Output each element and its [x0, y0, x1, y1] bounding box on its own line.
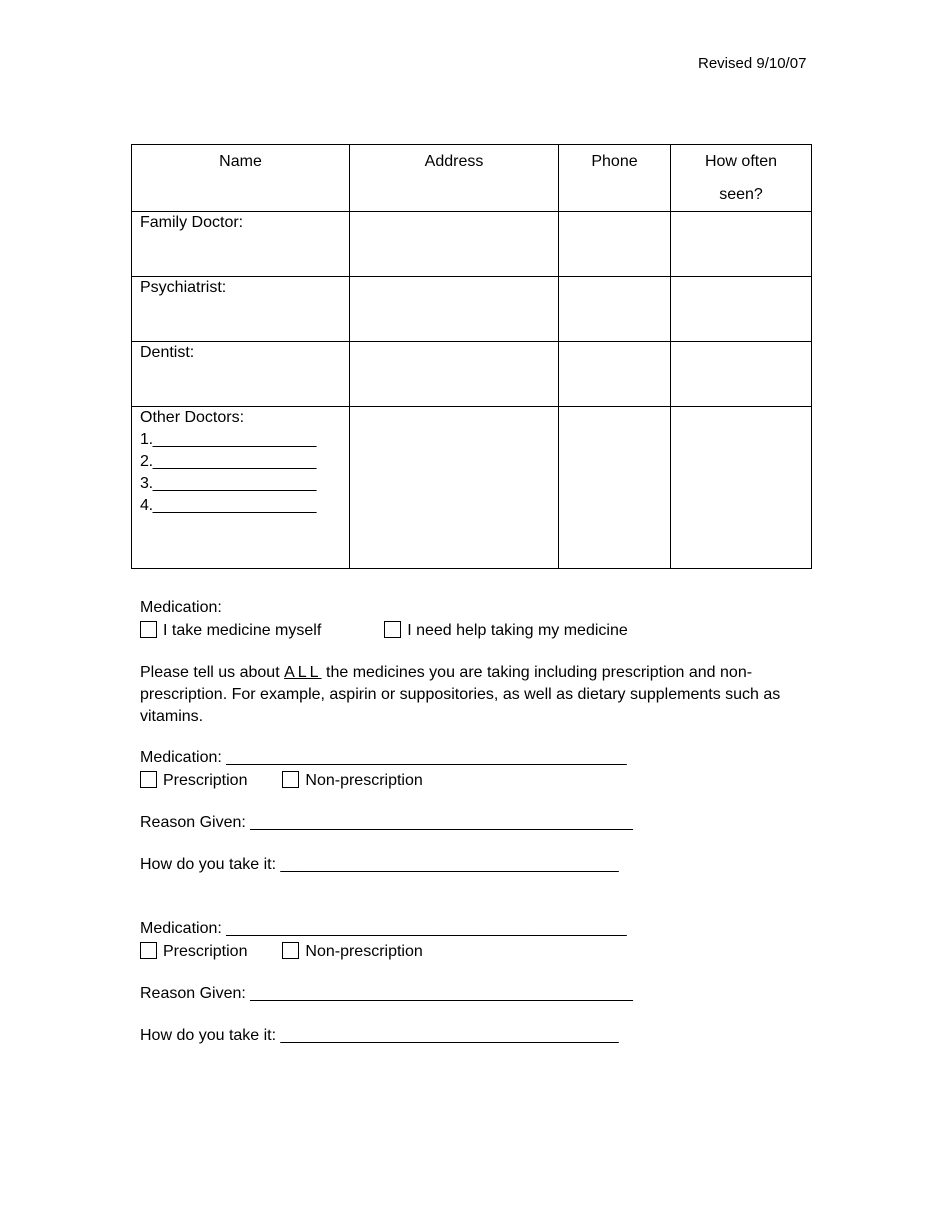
revised-date: Revised 9/10/07	[698, 55, 807, 72]
instructions-text-start: Please tell us about	[140, 664, 285, 681]
psychiatrist-cell[interactable]	[132, 277, 350, 342]
instructions-paragraph	[140, 662, 800, 728]
table-row	[132, 342, 812, 407]
medication-1-line[interactable]: Medication: _____________________________________________	[140, 749, 627, 766]
table-row	[132, 277, 812, 342]
dentist-frequency-cell[interactable]	[671, 342, 812, 407]
family-doctor-phone-cell[interactable]	[559, 212, 671, 277]
medication-1-how[interactable]: How do you take it: ______________________________________	[140, 856, 619, 873]
family-doctor-frequency-cell[interactable]	[671, 212, 812, 277]
header-name: Name	[132, 145, 350, 212]
header-how-often: How often seen?	[671, 145, 812, 212]
medication-1-type	[140, 771, 423, 790]
medication-1-reason[interactable]: Reason Given: ___________________________________________	[140, 814, 633, 831]
medication-1-nonprescription-checkbox[interactable]	[282, 771, 299, 788]
medication-2-type	[140, 942, 423, 961]
medication-1-prescription-label: Prescription	[163, 772, 248, 789]
family-doctor-label: Family Doctor:	[140, 214, 244, 231]
header-address: Address	[350, 145, 559, 212]
family-doctor-cell[interactable]	[132, 212, 350, 277]
self-medicine-checkbox[interactable]	[140, 621, 157, 638]
medication-2-prescription-checkbox[interactable]	[140, 942, 157, 959]
other-doctors-cell[interactable]	[132, 407, 350, 569]
other-doctors-label: Other Doctors:	[140, 409, 245, 426]
other-doctor-line-3[interactable]: 3.___________________	[140, 475, 317, 492]
doctors-table	[131, 144, 812, 569]
medication-1-nonprescription-label: Non-prescription	[305, 772, 423, 789]
header-phone: Phone	[559, 145, 671, 212]
instructions-emphasis: ALL	[284, 664, 322, 681]
medication-2-prescription-label: Prescription	[163, 943, 248, 960]
psychiatrist-address-cell[interactable]	[350, 277, 559, 342]
self-medicine-label: I take medicine myself	[163, 622, 322, 639]
help-medicine-label: I need help taking my medicine	[407, 622, 628, 639]
dentist-label: Dentist:	[140, 344, 195, 361]
other-doctor-line-4[interactable]: 4.___________________	[140, 497, 317, 514]
table-row	[132, 407, 812, 569]
other-doctors-frequency-cell[interactable]	[671, 407, 812, 569]
medication-1-prescription-checkbox[interactable]	[140, 771, 157, 788]
medication-options	[140, 621, 628, 640]
dentist-phone-cell[interactable]	[559, 342, 671, 407]
medication-2-reason[interactable]: Reason Given: ___________________________________________	[140, 985, 633, 1002]
other-doctors-address-cell[interactable]	[350, 407, 559, 569]
dentist-cell[interactable]	[132, 342, 350, 407]
other-doctor-line-1[interactable]: 1.___________________	[140, 431, 317, 448]
psychiatrist-frequency-cell[interactable]	[671, 277, 812, 342]
help-medicine-checkbox[interactable]	[384, 621, 401, 638]
dentist-address-cell[interactable]	[350, 342, 559, 407]
psychiatrist-label: Psychiatrist:	[140, 279, 227, 296]
medication-2-how[interactable]: How do you take it: ______________________________________	[140, 1027, 619, 1044]
other-doctors-phone-cell[interactable]	[559, 407, 671, 569]
table-row	[132, 212, 812, 277]
instructions-text-end: the medicines you are taking including prescription and non-prescription. For example, aspirin or suppositories, as well as dietary supplements such as vitamins.	[140, 664, 781, 725]
psychiatrist-phone-cell[interactable]	[559, 277, 671, 342]
family-doctor-address-cell[interactable]	[350, 212, 559, 277]
medication-2-nonprescription-label: Non-prescription	[305, 943, 423, 960]
table-header-row	[132, 145, 812, 212]
medication-2-line[interactable]: Medication: _____________________________________________	[140, 920, 627, 937]
medication-title: Medication:	[140, 599, 222, 616]
other-doctor-line-2[interactable]: 2.___________________	[140, 453, 317, 470]
medication-2-nonprescription-checkbox[interactable]	[282, 942, 299, 959]
